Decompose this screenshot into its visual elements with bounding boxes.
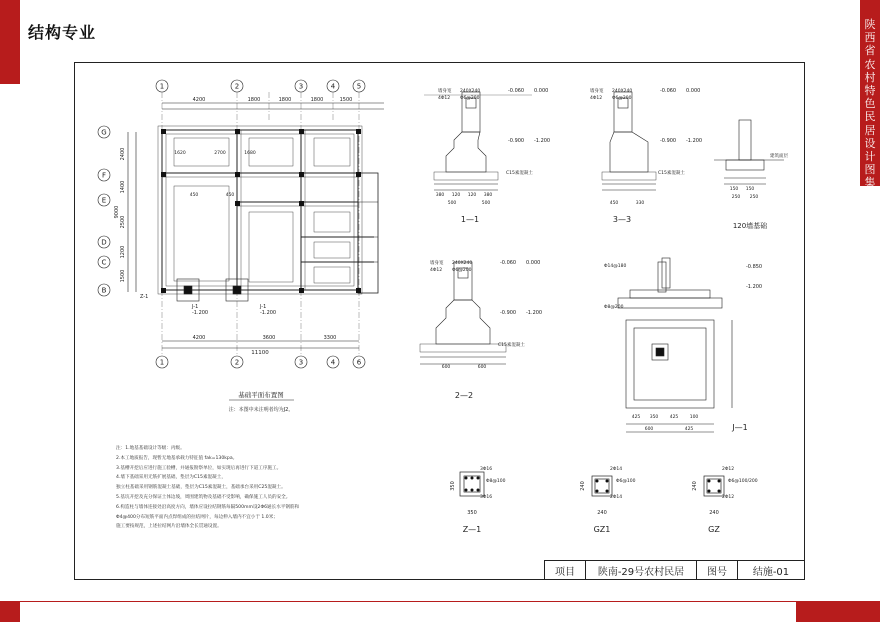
section-2-2-title: 2—2 [454, 391, 474, 400]
section-2-2-elevation: -0.060 [500, 260, 517, 266]
side-title-char: 陕 [864, 18, 876, 31]
plan-inner-dimension: 450 [189, 193, 199, 198]
note-line: 3.基槽开挖后应进行施工验槽，并通报勘察单位，如实现后再进行下道工序施工。 [116, 465, 282, 471]
j1-dimension: 350 [649, 415, 659, 420]
drawing-no-label: 图号 [697, 561, 738, 579]
plan-bottom-dimension: 3300 [323, 335, 337, 341]
axis-top-bubble-label: 1 [159, 82, 165, 91]
left-bottom-accent [0, 601, 20, 622]
column-detail-dimension: 350 [450, 481, 456, 491]
plan-inner-dimension: 1620 [174, 151, 186, 156]
axis-top-bubble-label: 5 [356, 82, 362, 91]
column-detail-rebar: Φ6@100 [616, 479, 636, 484]
axis-bottom-bubble-label: 4 [330, 358, 336, 367]
column-detail-rebar: 3Φ16 [480, 495, 493, 500]
section-1-1-label: 4Φ12 [438, 96, 451, 101]
axis-bottom-bubble-label: 3 [298, 358, 304, 367]
side-title-char: 居 [864, 123, 876, 137]
column-detail-dimension: 240 [597, 510, 607, 516]
section-2-2-label: C15素混凝土 [498, 343, 525, 348]
footing-elevation: -1.200 [192, 310, 209, 316]
column-detail-dimension: 240 [709, 510, 719, 516]
section-2-2 [420, 262, 506, 364]
side-title-char: 民 [864, 110, 876, 124]
right-bottom-accent [796, 601, 880, 622]
side-title-char: 省 [864, 44, 876, 58]
section-1-1-elevation: -0.900 [508, 138, 525, 144]
left-accent-bar [0, 0, 20, 84]
section-2-2-label: 4Φ12 [430, 268, 443, 273]
plan-left-dimension: 1500 [120, 269, 126, 283]
foundation-plan [128, 92, 384, 362]
note-line: 6.构造柱与墙体连接处沿高度方向，墙体应设拉结钢筋每隔500mm设2Φ6通长水平钢筋和 [116, 504, 300, 510]
section-120-wall [714, 120, 784, 184]
j1-rebar-label: Φ14@180 [604, 264, 627, 269]
j1-elevation: -1.200 [746, 284, 763, 290]
section-3-3-label: C15素混凝土 [658, 171, 685, 176]
column-detail-title: Z—1 [462, 525, 482, 534]
side-title-char: 农 [864, 57, 876, 71]
axis-left-bubble-label: F [101, 171, 107, 180]
section-2-2-label: 墙身宽 [430, 261, 444, 266]
plan-left-total: 9000 [114, 205, 120, 219]
section-3-3 [602, 92, 656, 190]
section-2-2-dimension: 600 [441, 365, 451, 370]
note-line: 独立柱基础采用钢筋混凝土基础，垫层为C15素混凝土，基础承台采用C25混凝土。 [116, 485, 286, 491]
note-line: 5.基坑开挖及充分保证土体边坡，周围建筑物及基础不受影响，确保施工人员的安全。 [116, 494, 291, 500]
column-detail-dimension: 350 [467, 510, 477, 516]
j1-rebar-label: Φ8@200 [604, 305, 624, 310]
j1-dimension: 425 [684, 427, 694, 432]
j1-dimension: 425 [669, 415, 679, 420]
plan-note: 注：本图中未注明者均为J2。 [228, 407, 294, 413]
column-detail-rebar: 2Φ12 [722, 467, 735, 472]
axis-top-bubble-label: 2 [234, 82, 240, 91]
column-detail-dimension: 240 [580, 481, 586, 491]
plan-total-dimension: 11100 [251, 350, 269, 356]
section-1-1-dimension: 500 [447, 201, 457, 206]
section-1-1-elevation: -1.200 [534, 138, 551, 144]
column-detail-rebar: 3Φ16 [480, 467, 493, 472]
j1-title: J—1 [732, 423, 748, 432]
column-detail-rebar: 2Φ12 [722, 495, 735, 500]
section-1-1-dimension: 120 [467, 193, 477, 198]
project-label: 项目 [545, 561, 586, 579]
section-2-2-label: 240X240 [452, 261, 473, 266]
plan-left-dimension: 1400 [120, 180, 126, 194]
section-3-3-label: 240X240 [612, 89, 633, 94]
plan-top-dimension: 1800 [278, 97, 292, 103]
axis-bottom-bubble-label: 1 [159, 358, 165, 367]
side-title-char: 集 [864, 176, 876, 190]
plan-left-dimension: 1200 [120, 245, 126, 259]
section-1-1-dimension: 500 [481, 201, 491, 206]
section-2-2-dimension: 600 [477, 365, 487, 370]
section-1-1-label: 240X240 [460, 89, 481, 94]
plan-top-dimension: 1800 [247, 97, 261, 103]
axis-bottom-bubble-label: 2 [234, 358, 240, 367]
plan-top-dimension: 4200 [192, 97, 206, 103]
plan-inner-dimension: 1680 [244, 151, 256, 156]
axis-bubbles [98, 80, 365, 368]
column-detail-rebar: 2Φ14 [610, 467, 623, 472]
section-2-2-label: Φ6@200 [452, 268, 472, 273]
plan-top-dimension: 1500 [339, 97, 353, 103]
axis-left-bubble-label: E [101, 196, 107, 205]
column-detail-dimension: 240 [692, 481, 698, 491]
axis-left-bubble-label: C [101, 258, 107, 267]
section-3-3-label: 4Φ12 [590, 96, 603, 101]
section-120-dimension: 250 [731, 195, 741, 200]
section-1-1-label: C15素混凝土 [506, 171, 533, 176]
j1-dimension: 100 [689, 415, 699, 420]
column-detail-title: GZ1 [593, 525, 611, 534]
note-line: 注：1.地基基础设计等级：丙级。 [116, 446, 185, 451]
column-detail-title: GZ [708, 525, 720, 534]
plan-inner-dimension: 2700 [214, 151, 226, 156]
right-title-bar [860, 0, 880, 190]
notes-block [116, 444, 446, 532]
side-title-char: 图 [864, 163, 876, 177]
section-3-3-title: 3—3 [612, 215, 632, 224]
section-2-2-elevation: 0.000 [526, 260, 541, 266]
section-2-2-elevation: -0.900 [500, 310, 517, 316]
section-3-3-elevation: -0.060 [660, 88, 677, 94]
plan-left-dimension: 2500 [120, 215, 126, 229]
axis-left-bubble-label: D [101, 238, 107, 247]
plan-columns [161, 129, 361, 293]
axis-left-bubble-label: G [101, 128, 107, 137]
section-1-1-dimension: 120 [451, 193, 461, 198]
drawing-no-value: 结施-01 [752, 566, 790, 578]
section-1-1-label: Φ6@200 [460, 96, 480, 101]
project-value: 陕南-29号农村民居 [586, 561, 697, 579]
footing-label: Z-1 [140, 294, 149, 300]
section-3-3-dimension: 330 [635, 201, 645, 206]
section-120-title: 120墙基础 [732, 222, 768, 230]
axis-bottom-bubble-label: 6 [356, 358, 362, 367]
column-detail-rebar: 2Φ14 [610, 495, 623, 500]
section-120-label: 建筑面层 [770, 154, 788, 159]
bottom-rule [20, 601, 860, 602]
section-3-3-elevation: -0.900 [660, 138, 677, 144]
section-1-1-elevation: 0.000 [534, 88, 549, 94]
note-line: 施工要按规范，上述拉结网片沿墙体全长贯通设置。 [116, 524, 222, 530]
page-heading: 结构专业 [28, 23, 97, 42]
section-120-dimension: 150 [729, 187, 739, 192]
side-title-char: 村 [864, 70, 876, 84]
side-title-char: 色 [864, 97, 876, 111]
side-title-char: 特 [864, 84, 876, 98]
axis-top-bubble-label: 3 [298, 82, 304, 91]
plan-title: 基础平面布置图 [238, 391, 284, 399]
footing-label: J-1 [192, 304, 199, 310]
section-1-1-dimension: 380 [435, 193, 445, 198]
footing-j1 [618, 258, 732, 432]
plan-bottom-dimension: 4200 [192, 335, 206, 341]
section-1-1-elevation: -0.060 [508, 88, 525, 94]
plan-left-dimension: 2400 [120, 147, 126, 161]
side-title-char: 计 [864, 150, 876, 164]
section-3-3-label: 墙身宽 [590, 89, 604, 94]
axis-top-bubble-label: 4 [330, 82, 336, 91]
section-3-3-elevation: -1.200 [686, 138, 703, 144]
note-line: 4.墙下基础采用无筋扩展基础，垫层为C15素混凝土， [116, 475, 226, 481]
footing-label: J-1 [260, 304, 267, 310]
plan-top-dimension: 1800 [310, 97, 324, 103]
section-3-3-label: Φ6@200 [612, 96, 632, 101]
footing-elevation: -1.200 [260, 310, 277, 316]
section-120-dimension: 150 [745, 187, 755, 192]
plan-inner-dimension: 450 [225, 193, 235, 198]
section-1-1-title: 1—1 [460, 215, 480, 224]
column-detail-rebar: Φ6@100/200 [728, 479, 758, 484]
j1-dimension: 425 [631, 415, 641, 420]
j1-elevation: -0.850 [746, 264, 763, 270]
side-title-char: 西 [864, 31, 876, 45]
section-120-dimension: 250 [749, 195, 759, 200]
note-line: 2.本工地质报告，现暂无地基承载力特征值 fak=130kpa。 [116, 455, 238, 461]
side-title [860, 18, 880, 190]
j1-dimension: 600 [644, 427, 654, 432]
plan-bottom-dimension: 3600 [262, 335, 276, 341]
note-line: Φ4@400分布短筋平面内点焊组成的拉结网片，每边伸入墙内不宜小于 1.0米； [116, 514, 278, 520]
section-2-2-elevation: -1.200 [526, 310, 543, 316]
section-1-1-label: 墙身宽 [438, 89, 452, 94]
column-detail-rebar: Φ8@100 [486, 479, 506, 484]
side-title-char: 设 [864, 136, 876, 150]
section-3-3-elevation: 0.000 [686, 88, 701, 94]
axis-left-bubble-label: B [101, 286, 107, 295]
title-block [544, 560, 805, 580]
section-1-1-dimension: 380 [483, 193, 493, 198]
column-details [460, 472, 724, 496]
section-3-3-dimension: 450 [609, 201, 619, 206]
